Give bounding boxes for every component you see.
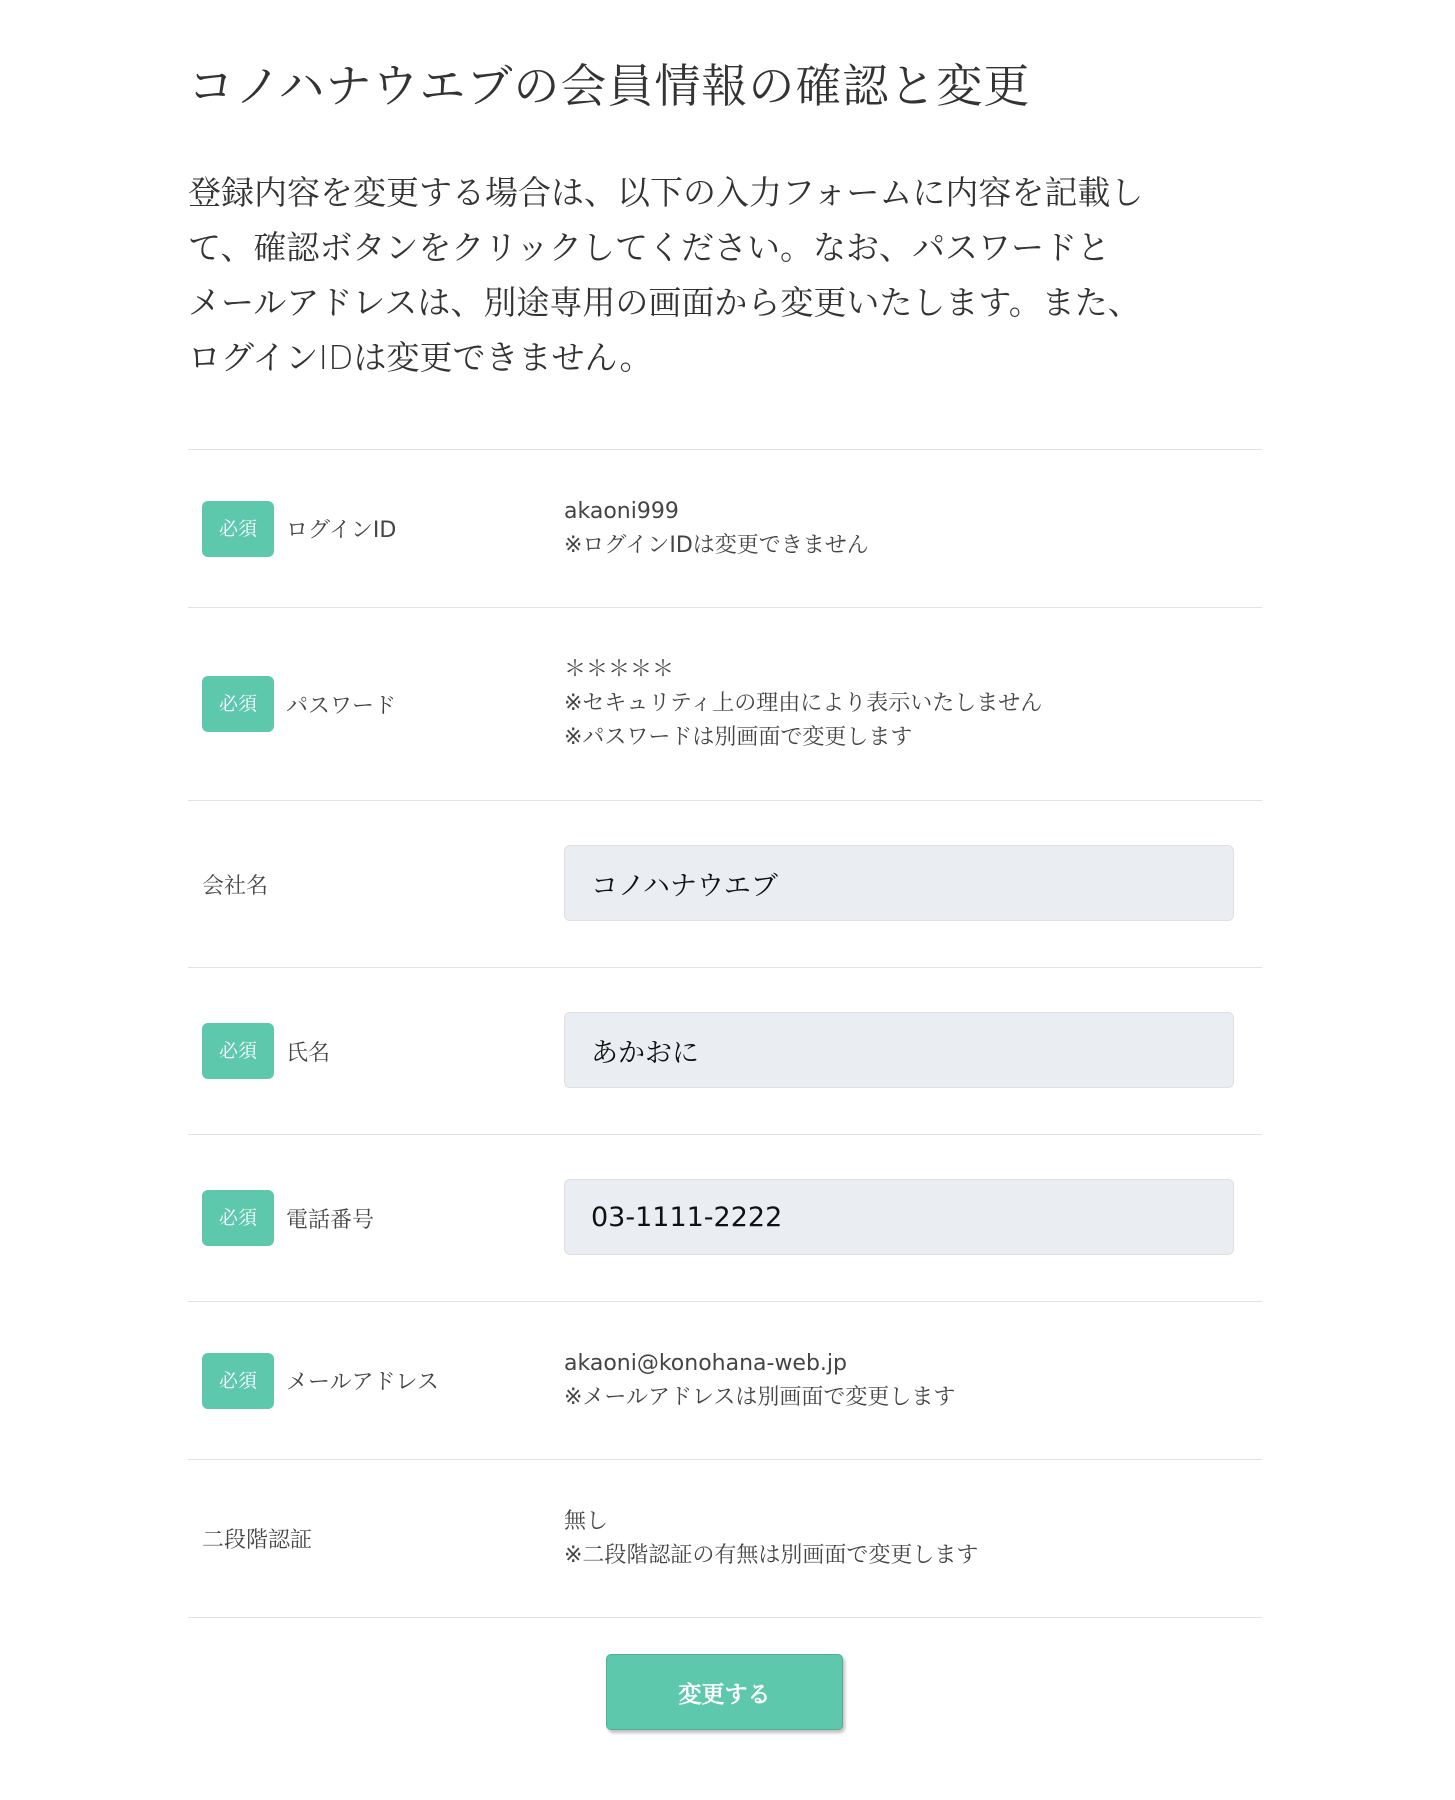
email-value: akaoni@konohana-web.jp [564,1350,848,1376]
label-cell [202,608,396,800]
required-badge: 必須 [202,1023,274,1079]
required-badge: 必須 [202,1353,274,1409]
row-two-factor [188,1460,1262,1618]
two-factor-value: 無し [564,1508,609,1534]
row-phone [188,1135,1262,1302]
required-badge: 必須 [202,501,274,557]
label-cell [202,1302,439,1459]
intro-text [188,165,1268,385]
member-form-table [188,449,1262,1618]
login-id-value-cell [564,450,869,607]
name-input[interactable] [564,1012,1234,1088]
label-cell [202,801,268,967]
password-note-change: ※パスワードは別画面で変更します [564,725,913,750]
password-note-security: ※セキュリティ上の理由により表示いたしません [564,691,1043,716]
label-cell [202,1135,374,1301]
email-note: ※メールアドレスは別画面で変更します [564,1384,956,1410]
two-factor-value-cell [564,1460,978,1617]
page-title: コノハナウエブの会員情報の確認と変更 [188,59,1031,113]
label-cell [202,1460,312,1617]
company-input[interactable] [564,845,1234,921]
row-password [188,608,1262,801]
required-badge: 必須 [202,676,274,732]
intro-line: て、確認ボタンをクリックしてください。なお、パスワードと [188,228,1111,267]
two-factor-note: ※二段階認証の有無は別画面で変更します [564,1542,979,1568]
row-name [188,968,1262,1135]
two-factor-label: 二段階認証 [202,1528,313,1553]
phone-label: 電話番号 [286,1207,375,1233]
submit-change-button[interactable]: 変更する [606,1654,843,1730]
login-id-note: ※ログインIDは変更できません [564,532,869,558]
login-id-label: ログインID [286,518,397,543]
email-label: メールアドレス [286,1370,439,1395]
intro-line: 登録内容を変更する場合は、以下の入力フォームに内容を記載し [188,173,1144,212]
label-cell [202,450,396,607]
required-badge: 必須 [202,1190,274,1246]
password-value-cell [564,608,1042,800]
intro-line: メールアドレスは、別途専用の画面から変更いたします。また、 [188,283,1141,322]
intro-line: ログインIDは変更できません。 [188,338,653,377]
row-company [188,801,1262,968]
name-label: 氏名 [286,1040,331,1066]
row-email [188,1302,1262,1460]
password-label: パスワード [286,693,397,719]
label-cell [202,968,330,1134]
email-value-cell [564,1302,955,1459]
row-login-id [188,450,1262,608]
password-masked-value: ＊＊＊＊＊ [564,657,675,682]
phone-input[interactable] [564,1179,1234,1255]
login-id-value: akaoni999 [564,498,679,524]
company-label: 会社名 [202,873,269,899]
